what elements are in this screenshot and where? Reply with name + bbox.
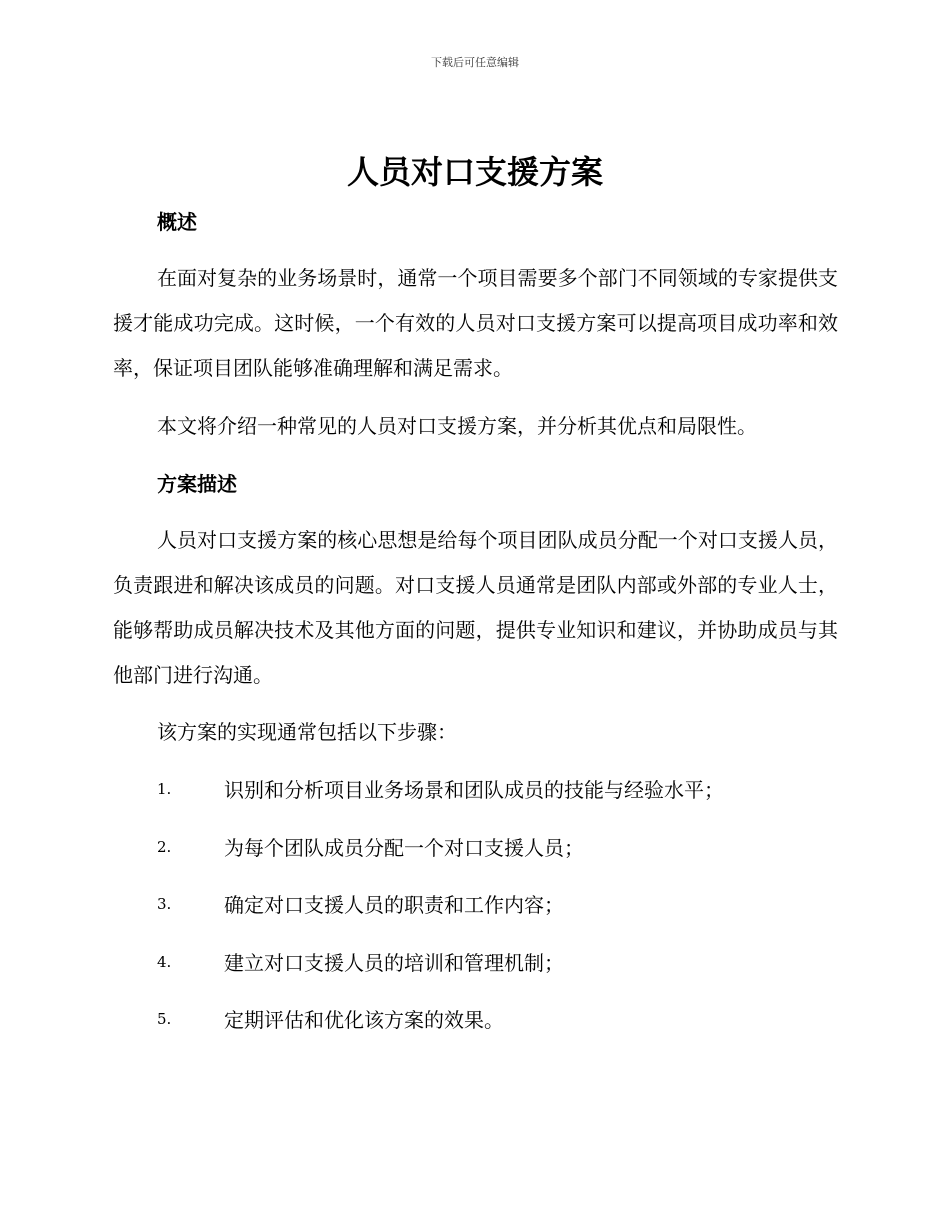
list-item-text: 定期评估和优化该方案的效果。 — [224, 1008, 504, 1032]
list-item — [157, 891, 837, 921]
section-heading-overview: 概述 — [157, 210, 197, 234]
header-note: 下载后可任意编辑 — [431, 56, 519, 69]
list-item-number: 3. — [157, 895, 172, 913]
section-heading-description: 方案描述 — [157, 472, 237, 496]
list-item-text: 确定对口支援人员的职责和工作内容； — [224, 893, 564, 917]
list-item — [157, 834, 837, 864]
list-item-number: 5. — [157, 1010, 172, 1028]
list-item — [157, 776, 837, 806]
list-item-text: 为每个团队成员分配一个对口支援人员； — [224, 836, 584, 860]
paragraph-description-1: 人员对口支援方案的核心思想是给每个项目团队成员分配一个对口支援人员，负责跟进和解决该成员的问题。对口支援人员通常是团队内部或外部的专业人士，能够帮助成员解决技术及其他方面的问题，提供专业知识和建议，并协助成员与其他部门进行沟通。 — [113, 528, 838, 687]
paragraph-overview-2: 本文将介绍一种常见的人员对口支援方案，并分析其优点和局限性。 — [157, 414, 757, 438]
paragraph-description-2: 该方案的实现通常包括以下步骤： — [157, 720, 457, 744]
paragraph-overview-1: 在面对复杂的业务场景时，通常一个项目需要多个部门不同领域的专家提供支援才能成功完成。这时候，一个有效的人员对口支援方案可以提高项目成功率和效率，保证项目团队能够准确理解和满足需求。 — [113, 266, 838, 380]
list-item-number: 2. — [157, 838, 172, 856]
list-item-text: 识别和分析项目业务场景和团队成员的技能与经验水平； — [224, 778, 724, 802]
document-title: 人员对口支援方案 — [346, 153, 603, 191]
list-item-number: 4. — [157, 953, 172, 971]
list-item-text: 建立对口支援人员的培训和管理机制； — [224, 951, 564, 975]
list-item — [157, 1006, 837, 1036]
list-item — [157, 949, 837, 979]
list-item-number: 1. — [157, 780, 172, 798]
